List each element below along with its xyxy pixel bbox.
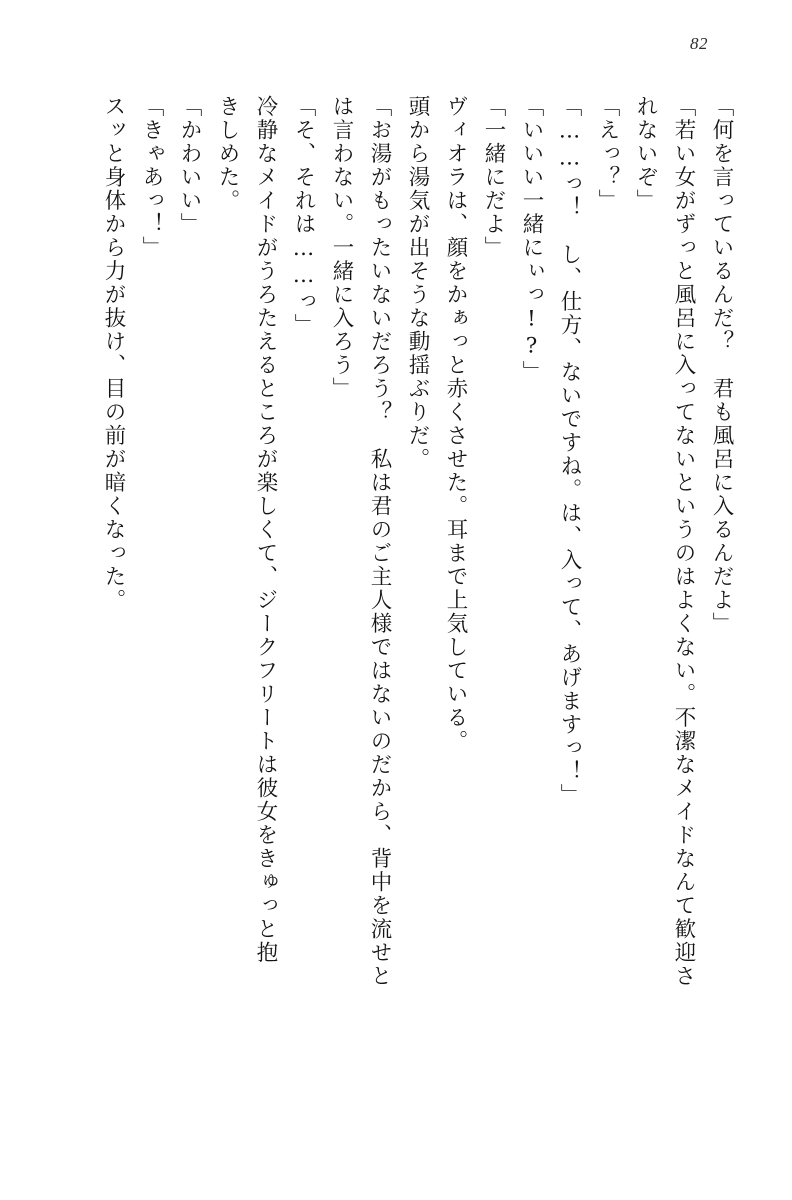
text-column: 「きゃあっ！」: [139, 95, 164, 260]
text-column: 冷静なメイドがうろたえるところが楽しくて、ジークフリートは彼女をきゅっと抱: [253, 95, 278, 965]
text-column: きしめた。: [215, 95, 240, 213]
text-column: 「お湯がもったいないだろう？ 私は君のご主人様ではないのだから、背中を流せと: [367, 95, 392, 988]
text-column: ヴィオラは、顔をかぁっと赤くさせた。耳まで上気している。: [443, 95, 468, 753]
text-column: 「何を言っているんだ？ 君も風呂に入るんだよ」: [709, 95, 734, 636]
text-column: 「そ、それは……っ」: [291, 95, 316, 337]
text-column: スッと身体から力が抜け、目の前が暗くなった。: [101, 95, 126, 612]
text-column: れないぞ」: [633, 95, 658, 213]
text-column: 「えっ？」: [595, 95, 620, 213]
text-column: 「……っ！ し、仕方、ないですね。は、入って、あげますっ！」: [557, 95, 582, 807]
text-column: は言わない。一緒に入ろう」: [329, 95, 354, 401]
text-column: 「若い女がずっと風呂に入ってないというのはよくない。不潔なメイドなんて歓迎さ: [671, 95, 696, 988]
text-column: 頭から湯気が出そうな動揺ぶりだ。: [405, 95, 430, 471]
text-column: 「いいい一緒にぃっ!?」: [519, 95, 544, 384]
page-number: 82: [690, 34, 708, 53]
text-column: 「かわいい」: [177, 95, 202, 236]
text-column: 「一緒にだよ」: [481, 95, 506, 260]
body-text-block: [48, 95, 732, 1140]
